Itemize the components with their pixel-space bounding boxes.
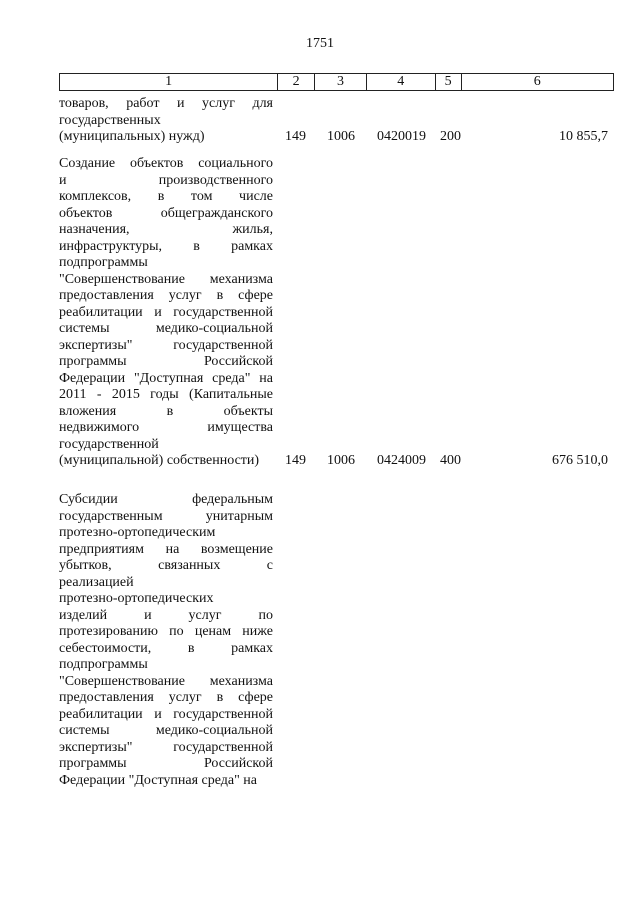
code-column-2: 149	[285, 129, 306, 144]
row-name-line: недвижимого имущества	[59, 420, 273, 435]
row-values	[59, 453, 614, 470]
code-column-5: 200	[440, 129, 461, 144]
row-name-line: программы Российской	[59, 354, 273, 369]
row-values	[59, 773, 614, 790]
row-name-line: инфраструктуры, в рамках	[59, 238, 273, 254]
row-name-line: подпрограммы	[59, 255, 148, 270]
row-name-line: предоставления услуг в сфере	[59, 690, 273, 705]
row-name-line: Федерации "Доступная среда" на	[59, 370, 273, 386]
code-column-4: 0420019	[377, 129, 426, 144]
row-name-line: экспертизы" государственной	[59, 337, 273, 353]
code-column-4: 0424009	[377, 453, 426, 468]
row-name-line: государственных	[59, 112, 161, 128]
row-name-line: реабилитации и государственной	[59, 706, 273, 722]
row-name-line: 2011 - 2015 годы (Капитальные	[59, 387, 273, 402]
row-name-line: программы Российской	[59, 756, 273, 771]
row-name-line: протезированию по ценам ниже	[59, 624, 273, 639]
page-number: 1751	[306, 36, 334, 51]
row-name-line: объектов общегражданского	[59, 205, 273, 221]
row-name-line: Создание объектов социального	[59, 156, 273, 171]
row-name-line: Субсидии федеральным	[59, 492, 273, 507]
row-name-cell	[59, 156, 273, 470]
row-name-line: реабилитации и государственной	[59, 304, 273, 320]
amount-column-6: 676 510,0	[552, 453, 608, 468]
row-name-line: протезно-ортопедических	[59, 591, 214, 606]
row-name-line: и производственного	[59, 172, 273, 188]
row-name-line: (муниципальных) нужд)	[59, 129, 205, 144]
row-name-line: Федерации "Доступная среда" на	[59, 772, 258, 788]
row-name-line: экспертизы" государственной	[59, 739, 273, 755]
column-header-3: 3	[315, 74, 367, 90]
row-name-line: товаров, работ и услуг для	[59, 96, 273, 111]
row-name-line: убытков, связанных с	[59, 558, 273, 573]
row-name-line: вложения в объекты	[59, 403, 273, 419]
column-header-6: 6	[533, 74, 541, 89]
row-name-line: изделий и услуг по	[59, 607, 273, 623]
row-name-line: (муниципальной) собственности)	[59, 453, 260, 468]
row-name-line: предприятиям на возмещение	[59, 541, 273, 557]
code-column-5: 400	[440, 453, 461, 468]
code-column-3: 1006	[327, 129, 355, 144]
row-name-line: государственной	[59, 436, 159, 452]
row-name-line: реализацией	[59, 574, 134, 590]
row-name-line: предоставления услуг в сфере	[59, 288, 273, 303]
row-name-line: "Совершенствование механизма	[59, 673, 273, 689]
amount-column-6: 10 855,7	[559, 129, 608, 144]
table-header	[59, 73, 614, 91]
row-name-line: себестоимости, в рамках	[59, 640, 273, 656]
code-column-2: 149	[285, 453, 306, 468]
row-name-cell	[59, 492, 273, 789]
row-name-line: назначения, жилья,	[59, 222, 273, 237]
code-column-3: 1006	[327, 453, 355, 468]
row-name-line: государственным унитарным	[59, 508, 273, 524]
column-header-4: 4	[367, 74, 436, 90]
row-name-line: протезно-ортопедическим	[59, 525, 216, 540]
row-name-line: системы медико-социальной	[59, 321, 273, 336]
column-header-5: 5	[436, 74, 462, 90]
row-name-line: комплексов, в том числе	[59, 189, 273, 204]
row-values	[59, 129, 614, 146]
row-name-line: системы медико-социальной	[59, 723, 273, 738]
row-name-line: подпрограммы	[59, 657, 148, 672]
column-header-1: 1	[60, 74, 278, 90]
column-header-2: 2	[278, 74, 315, 90]
row-name-line: "Совершенствование механизма	[59, 271, 273, 287]
